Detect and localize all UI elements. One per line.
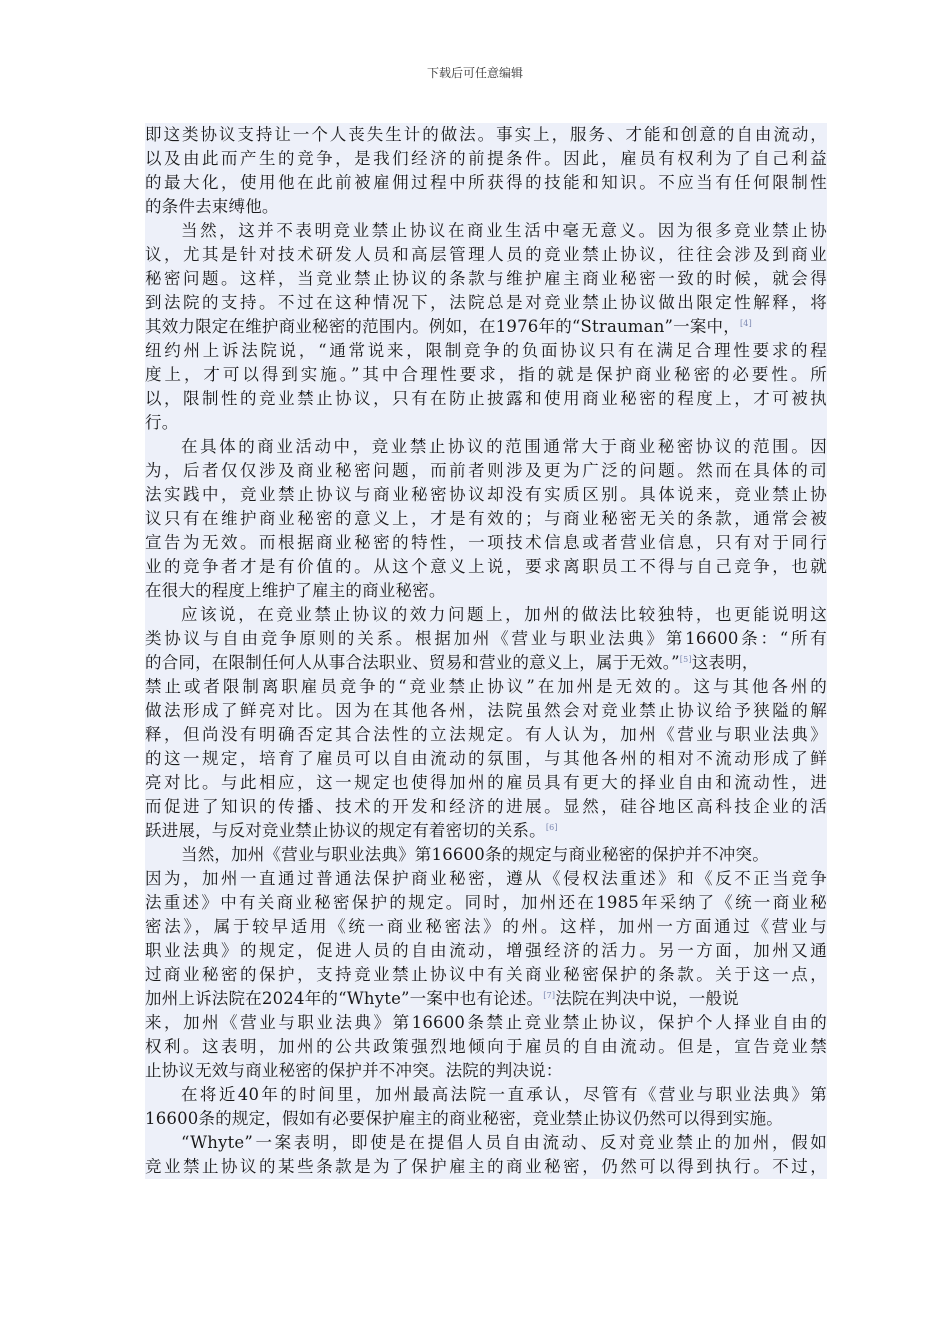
text-line: 以，限制性的竞业禁止协议，只有在防止披露和使用商业秘密的程度上，才可被执 <box>145 387 827 411</box>
text-line: 法实践中，竞业禁止协议与商业秘密协议却没有实质区别。具体说来，竞业禁止协 <box>145 483 827 507</box>
text-line: 职业法典》的规定，促进人员的自由流动，增强经济的活力。另一方面，加州又通 <box>145 939 827 963</box>
text-line: “Whyte”一案表明，即使是在提倡人员自由流动、反对竞业禁止的加州，假如 <box>145 1131 827 1155</box>
text-line: 的条件去束缚他。 <box>145 195 827 219</box>
text-line: 密法》，属于较早适用《统一商业秘密法》的州。这样，加州一方面通过《营业与 <box>145 915 827 939</box>
text-line <box>145 651 827 675</box>
text-line: 止协议无效与商业秘密的保护并不冲突。法院的判决说： <box>145 1059 827 1083</box>
text-line: 议只有在维护商业秘密的意义上，才是有效的；与商业秘密无关的条款，通常会被 <box>145 507 827 531</box>
text-line: 为，后者仅仅涉及商业秘密问题，而前者则涉及更为广泛的问题。然而在具体的司 <box>145 459 827 483</box>
header-note: 下载后可任意编辑 <box>426 66 523 80</box>
text-line: 权利。这表明，加州的公共政策强烈地倾向于雇员的自由流动。但是，宣告竞业禁 <box>145 1035 827 1059</box>
document-body <box>145 123 827 1179</box>
text-line: 释，但尚没有明确否定其合法性的立法规定。有人认为，加州《营业与职业法典》 <box>145 723 827 747</box>
text-line: 以及由此而产生的竞争，是我们经济的前提条件。因此，雇员有权利为了自己利益 <box>145 147 827 171</box>
text-line: 应该说，在竞业禁止协议的效力问题上，加州的做法比较独特，也更能说明这 <box>145 603 827 627</box>
text-line: 纽约州上诉法院说，“通常说来，限制竞争的负面协议只有在满足合理性要求的程 <box>145 339 827 363</box>
footnote-ref[interactable]: [4] <box>739 319 752 328</box>
paragraph <box>145 1131 827 1179</box>
text-line: 法重述》中有关商业秘密保护的规定。同时，加州还在1985年采纳了《统一商业秘 <box>145 891 827 915</box>
text-line: 因为，加州一直通过普通法保护商业秘密，遵从《侵权法重述》和《反不正当竞争 <box>145 867 827 891</box>
text-line: 的最大化，使用他在此前被雇佣过程中所获得的技能和知识。不应当有任何限制性 <box>145 171 827 195</box>
text-line: 在具体的商业活动中，竞业禁止协议的范围通常大于商业秘密协议的范围。因 <box>145 435 827 459</box>
text-line: 到法院的支持。不过在这种情况下，法院总是对竞业禁止协议做出限定性解释，将 <box>145 291 827 315</box>
paragraph <box>145 123 827 219</box>
paragraph <box>145 435 827 603</box>
text-line: 业的竞争者才是有价值的。从这个意义上说，要求离职员工不得与自己竞争，也就 <box>145 555 827 579</box>
quotation-paragraph <box>145 1083 827 1131</box>
text-line <box>145 987 827 1011</box>
text-line: 而促进了知识的传播、技术的开发和经济的进展。显然，硅谷地区高科技企业的活 <box>145 795 827 819</box>
text-segment: 跃进展，与反对竞业禁止协议的规定有着密切的关系。 <box>145 821 546 840</box>
text-segment: 法院在判决中说，一般说 <box>555 989 739 1008</box>
text-line: 议，尤其是针对技术研发人员和高层管理人员的竞业禁止协议，往往会涉及到商业 <box>145 243 827 267</box>
text-line: 秘密问题。这样，当竞业禁止协议的条款与维护雇主商业秘密一致的时候，就会得 <box>145 267 827 291</box>
footnote-ref[interactable]: [7] <box>543 991 556 1000</box>
text-line: 过商业秘密的保护，支持竞业禁止协议中有关商业秘密保护的条款。关于这一点， <box>145 963 827 987</box>
text-line <box>145 819 827 843</box>
text-line: 来，加州《营业与职业法典》第16600条禁止竞业禁止协议，保护个人择业自由的 <box>145 1011 827 1035</box>
text-segment: 加州上诉法院在2024年的“Whyte”一案中也有论述。 <box>145 989 544 1008</box>
text-line: 度上，才可以得到实施。”其中合理性要求，指的就是保护商业秘密的必要性。所 <box>145 363 827 387</box>
text-line: 宣告为无效。而根据商业秘密的特性，一项技术信息或者营业信息，只有对于同行 <box>145 531 827 555</box>
text-line: 禁止或者限制离职雇员竞争的“竞业禁止协议”在加州是无效的。这与其他各州的 <box>145 675 827 699</box>
text-line: 在很大的程度上维护了雇主的商业秘密。 <box>145 579 827 603</box>
text-line: 在将近40年的时间里，加州最高法院一直承认，尽管有《营业与职业法典》第 <box>145 1083 827 1107</box>
text-line: 当然，加州《营业与职业法典》第16600条的规定与商业秘密的保护并不冲突。 <box>145 843 827 867</box>
footnote-ref[interactable]: [5] <box>679 655 692 664</box>
text-line: 类协议与自由竞争原则的关系。根据加州《营业与职业法典》第16600条：“所有 <box>145 627 827 651</box>
text-line: 即这类协议支持让一个人丧失生计的做法。事实上，服务、才能和创意的自由流动， <box>145 123 827 147</box>
text-line: 当然，这并不表明竞业禁止协议在商业生活中毫无意义。因为很多竞业禁止协 <box>145 219 827 243</box>
text-segment: 的合同，在限制任何人从事合法职业、贸易和营业的意义上，属于无效。” <box>145 653 680 672</box>
text-segment: 其效力限定在维护商业秘密的范围内。例如，在1976年的“Strauman”一案中， <box>145 317 740 336</box>
paragraph <box>145 603 827 843</box>
footnote-ref[interactable]: [6] <box>545 823 558 832</box>
text-line: 的这一规定，培育了雇员可以自由流动的氛围，与其他各州的相对不流动形成了鲜 <box>145 747 827 771</box>
text-line <box>145 315 827 339</box>
text-line: 做法形成了鲜亮对比。因为在其他各州，法院虽然会对竞业禁止协议给予狭隘的解 <box>145 699 827 723</box>
paragraph <box>145 843 827 1083</box>
paragraph <box>145 219 827 435</box>
text-line: 行。 <box>145 411 827 435</box>
text-segment: 这表明， <box>691 653 759 672</box>
text-line: 亮对比。与此相应，这一规定也使得加州的雇员具有更大的择业自由和流动性，进 <box>145 771 827 795</box>
text-line: 竞业禁止协议的某些条款是为了保护雇主的商业秘密，仍然可以得到执行。不过， <box>145 1155 827 1179</box>
text-line: 16600条的规定，假如有必要保护雇主的商业秘密，竞业禁止协议仍然可以得到实施。 <box>145 1107 827 1131</box>
